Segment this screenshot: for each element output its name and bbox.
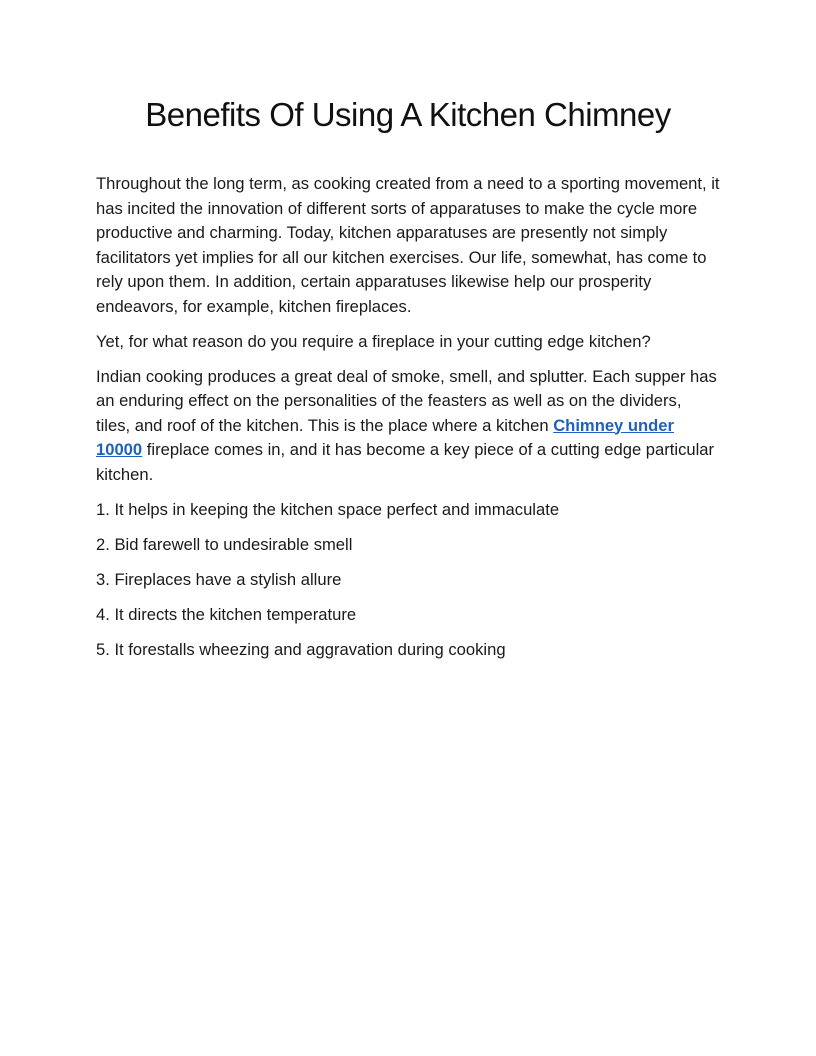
benefit-item-3: 3. Fireplaces have a stylish allure (96, 569, 342, 589)
intro-paragraph: Throughout the long term, as cooking created from a need to a sporting movement, it has incited the innovation of different sorts of apparatuses to make the cycle more productive and charming. Today, kitchen apparatuses are presently not simply facilitators yet implies for all our kitchen exercises. Our life, somewhat, has come to rely upon them. In addition, certain apparatuses likewise help our prosperity endeavors, for example, kitchen fireplaces. (96, 174, 720, 316)
chimney-paragraph (96, 365, 720, 488)
page-title: Benefits Of Using A Kitchen Chimney (145, 96, 671, 133)
chimney-paragraph-text-before: Indian cooking produces a great deal of smoke, smell, and splutter. Each supper has an enduring effect on the personalities of the feasters as well as on the dividers, tiles, and roof of the kitchen. This is the place where a kitchen (96, 366, 717, 435)
chimney-under-10000-link[interactable]: Chimney under 10000 (96, 415, 674, 459)
benefit-item-1: 1. It helps in keeping the kitchen space perfect and immaculate (96, 499, 560, 519)
benefit-item-4: 4. It directs the kitchen temperature (96, 604, 357, 624)
question-paragraph: Yet, for what reason do you require a fireplace in your cutting edge kitchen? (96, 331, 651, 351)
benefit-item-2: 2. Bid farewell to undesirable smell (96, 534, 353, 554)
benefit-item-5: 5. It forestalls wheezing and aggravation during cooking (96, 639, 506, 659)
chimney-paragraph-text-after: fireplace comes in, and it has become a key piece of a cutting edge particular kitchen. (96, 440, 715, 484)
document-body (96, 172, 720, 673)
